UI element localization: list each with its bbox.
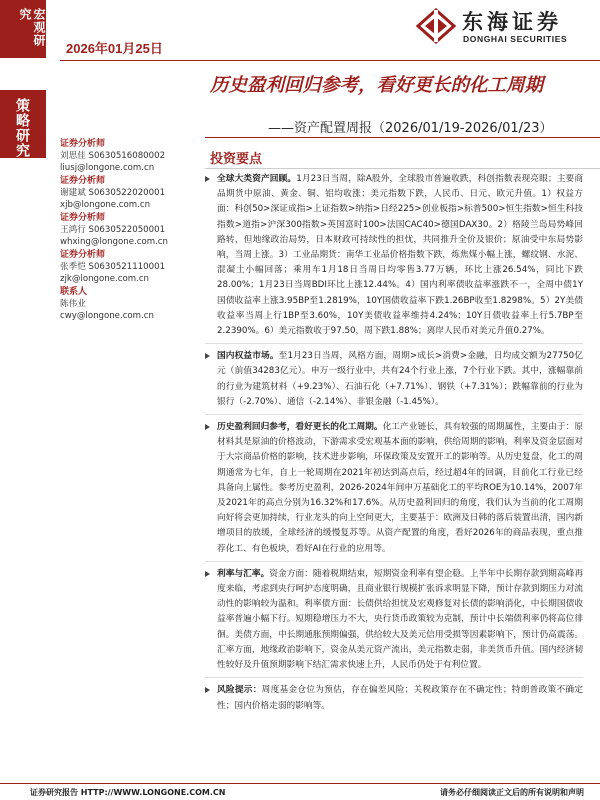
key-point-lead: 利率与汇率。 bbox=[217, 568, 270, 579]
logo-mark-icon bbox=[416, 8, 456, 44]
company-logo bbox=[416, 6, 596, 52]
footer-disclaimer: 请务必仔细阅读正文后的所有说明和声明 bbox=[440, 788, 584, 797]
analyst-name-id: 王鸿行 S0630522050001 bbox=[60, 225, 166, 235]
divider bbox=[205, 561, 583, 562]
section-divider bbox=[205, 168, 600, 169]
key-point-text: 资金方面：随着税期结束，短期资金利率有望企稳。上半年中长期存款到期高峰再度来临，考虑到央行呵护态度明确，且商业银行规模扩张诉求明显下降，预计存款到期压力对流动性的影响较为温和。利率债方面：长债供给担忧及宏观修复对长债的影响消化，中长期国债收益率普遍小幅下行。短期稳增压力不大，央行货币政策较为克制，预计中长端债利率仍将高位徘徊。美债方面，中长期通胀预期偏强，供给较大及美元信用受损等因素影响下，预计仍高震荡。汇率方面，地缘政治影响下，资金从美元资产流出，美元指数走弱，非美货币升值。国内经济韧性较好及升值预期影响下结汇需求快速上升，人民币仍处于有利位置。 bbox=[217, 568, 584, 671]
analyst-email[interactable]: xjb@longone.com.cn bbox=[60, 200, 151, 210]
divider bbox=[205, 414, 583, 415]
corner-label: 宏观研究 bbox=[0, 0, 46, 58]
key-point bbox=[205, 172, 583, 339]
title-divider bbox=[205, 137, 600, 138]
section-heading: 投资要点 bbox=[210, 152, 263, 167]
bullet-triangle-icon bbox=[205, 424, 210, 430]
contact-entry bbox=[60, 286, 185, 322]
header-divider bbox=[60, 60, 600, 61]
key-point-lead: 风险提示： bbox=[217, 685, 262, 696]
contact-role: 联系人 bbox=[60, 287, 88, 297]
key-point-text: 化工产业链长，具有较强的周期属性，主要由于：原材料其是原油的价格波动，下游需求受宏观基本面的影响，供给周期的影响，利率及资金层面对于大宗商品价格的影响，技术进步影响，环保政策及安置开工的影响等。从历史复盘，化工的周期通常为七年，自上一轮周期在2021年初达到高点后，经过超4年的回调，目前化工行业已经具备向上属性。参考历史盈利，2026-2024年间申万基础化工的平均ROE为10.14%，2007年及2021年的高点分别为16.32%和17.6%。从历史盈利回归的角度，我们认为当前的化工周期向好将会更加持续，行业龙头的向上空间更大，主要基于：欧洲及日韩的落后装置出清，国内新增项目的放缓，全球经济的缓慢复苏等。从资产配置的角度，看好2026年的商品表现，重点推荐化工、有色板块，看好AI在行业的应用等。 bbox=[217, 422, 584, 554]
analyst-role: 证券分析师 bbox=[60, 176, 106, 186]
logo-chinese-name: 东海证券 bbox=[462, 10, 562, 34]
key-point-text: 周度基金仓位为预估，存在偏差风险；关税政策存在不确定性；特朗普政策不确定性；国内价格走弱的影响等。 bbox=[217, 685, 584, 711]
report-subtitle: ——资产配置周报（2026/01/19-2026/01/23） bbox=[268, 121, 553, 136]
bullet-triangle-icon bbox=[205, 687, 210, 693]
report-date: 2026年01月25日 bbox=[66, 41, 163, 56]
analyst-list bbox=[60, 137, 185, 322]
analyst-role: 证券分析师 bbox=[60, 213, 106, 223]
analyst-entry bbox=[60, 249, 185, 285]
key-point bbox=[205, 567, 583, 673]
divider bbox=[205, 343, 583, 344]
footer-divider bbox=[0, 783, 600, 784]
analyst-role: 证券分析师 bbox=[60, 139, 106, 149]
footer-website[interactable]: 证券研究报告 HTTP://WWW.LONGONE.COM.CN bbox=[30, 788, 226, 797]
key-point bbox=[205, 420, 583, 557]
key-point-text: 1月23日当周，除A股外，全球股市普遍收跌，科创指数表现亮眼；主要商品期货中原油、黄金、铜、铝均收涨；美元指数下跌，人民币、日元、欧元升值。1）权益方面：科创50>深证成指>上证指数>纳指>日经225>创业板指>标普500>恒生指数>恒生科技指数>道指>沪深300指数>英国富时100>法国CAC40>德国DAX30。2）格陵兰岛局势峰回路转，但地缘政治局势，日本财政可持续性的担忧，共同推升全价及银价；原油受中东局势影响，当周上涨。3）工业品期货：南华工业品价格指数下跌，炼焦煤小幅上涨，螺纹钢、水泥、混凝土小幅回落；乘用车1月18日当周日均零售3.77万辆，环比上涨26.54%，同比下跌28.00%；1月23日当周BDI环比上涨12.44%。4）国内利率债收益率涨跌不一，全周中债1Y国债收益率上涨3.95BP至1.2819%，10Y国债收益率下跌1.26BP收至1.8298%。5）2Y美债收益率当周上行1BP至3.60%，10Y美债收益率维持4.24%；10Y日债收益率上行5.7BP至2.2390%。6）美元指数收于97.50，周下跌1.88%；离岸人民币对美元升值0.27%。 bbox=[217, 174, 584, 337]
analyst-entry bbox=[60, 212, 185, 248]
analyst-entry bbox=[60, 175, 185, 211]
report-title: 历史盈利回归参考，看好更长的化工周期 bbox=[210, 75, 544, 96]
analyst-role: 证券分析师 bbox=[60, 250, 106, 260]
key-point bbox=[205, 683, 583, 713]
bullet-triangle-icon bbox=[205, 571, 210, 577]
logo-english-name: DONGHAI SECURITIES bbox=[463, 34, 568, 44]
bullet-triangle-icon bbox=[205, 353, 210, 359]
category-tab: 策略研究 bbox=[0, 90, 46, 158]
analyst-email[interactable]: whxing@longone.com.cn bbox=[60, 237, 168, 247]
analyst-entry bbox=[60, 138, 185, 174]
analyst-email[interactable]: liusj@longone.com.cn bbox=[60, 163, 155, 173]
key-point-lead: 历史盈利回归参考，看好更长的化工周期。 bbox=[217, 422, 383, 433]
contact-email[interactable]: cwy@longone.com.cn bbox=[60, 311, 154, 321]
key-point bbox=[205, 349, 583, 410]
analyst-name-id: 谢建斌 S0630522020001 bbox=[60, 188, 166, 198]
key-points bbox=[205, 172, 583, 714]
divider bbox=[205, 677, 583, 678]
analyst-name-id: 刘思佳 S0630516080002 bbox=[60, 151, 166, 161]
key-point-lead: 全球大类资产回顾。 bbox=[217, 174, 297, 184]
analyst-email[interactable]: zjk@longone.com.cn bbox=[60, 274, 149, 284]
analyst-name-id: 张季恺 S0630521110001 bbox=[60, 262, 166, 272]
bullet-triangle-icon bbox=[205, 176, 210, 182]
key-point-lead: 国内权益市场。 bbox=[217, 351, 279, 362]
contact-name: 陈伟业 bbox=[60, 299, 86, 309]
key-point-text: 至1月23日当周，风格方面，周期>成长>消费>金融，日均成交额为27750亿元（前值34283亿元）。申万一级行业中，共有24个行业上涨，7个行业下跌。其中，涨幅靠前的行业为建筑材料（+9.23%）、石油石化（+7.71%）、钢铁（+7.31%）；跌幅靠前的行业为银行（-2.70%）、通信（-2.14%）、非银金融（-1.45%）。 bbox=[217, 351, 584, 407]
